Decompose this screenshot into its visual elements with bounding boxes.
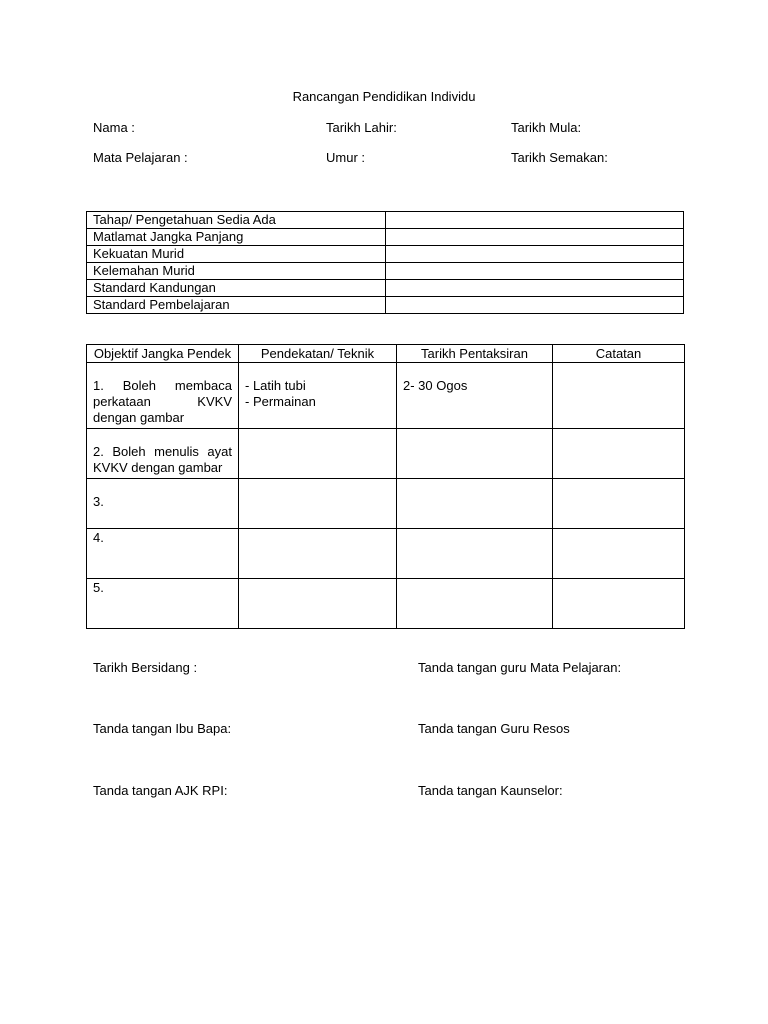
row-label: Matlamat Jangka Panjang (87, 229, 386, 246)
technique-cell (239, 529, 397, 579)
field-umur: Umur : (326, 150, 365, 165)
notes-cell (553, 363, 685, 429)
technique-cell (239, 479, 397, 529)
table-row (87, 212, 684, 229)
row-label: Tahap/ Pengetahuan Sedia Ada (87, 212, 386, 229)
header-notes: Catatan (553, 345, 685, 363)
row-label: Kekuatan Murid (87, 246, 386, 263)
objective-cell: 2. Boleh menulis ayat KVKV dengan gambar (87, 429, 239, 479)
header-objective: Objektif Jangka Pendek (87, 345, 239, 363)
table-row (87, 229, 684, 246)
notes-cell (553, 479, 685, 529)
technique-cell (239, 579, 397, 629)
table-row (87, 263, 684, 280)
field-tarikh-semakan: Tarikh Semakan: (511, 150, 608, 165)
objective-cell: 3. (87, 479, 239, 529)
assessment-date-cell (397, 429, 553, 479)
notes-cell (553, 579, 685, 629)
table-row (87, 297, 684, 314)
assessment-date-cell (397, 529, 553, 579)
table-row (87, 429, 685, 479)
technique-cell (239, 363, 397, 429)
row-label: Standard Pembelajaran (87, 297, 386, 314)
profile-table (86, 211, 684, 314)
notes-cell (553, 429, 685, 479)
assessment-date-cell: 2- 30 Ogos (397, 363, 553, 429)
row-value (386, 229, 684, 246)
table-row (87, 280, 684, 297)
table-header-row (87, 345, 685, 363)
field-tarikh-lahir: Tarikh Lahir: (326, 120, 397, 135)
meeting-date-label: Tarikh Bersidang : (93, 660, 198, 675)
row-label: Standard Kandungan (87, 280, 386, 297)
objective-cell: 1. Boleh membaca perkataan KVKV dengan gambar (87, 363, 239, 429)
objective-table (86, 344, 685, 629)
table-row (87, 479, 685, 529)
resource-teacher-signature-label: Tanda tangan Guru Resos (418, 721, 570, 736)
field-nama: Nama : (93, 120, 135, 135)
parent-signature-label: Tanda tangan Ibu Bapa: (93, 721, 232, 736)
header-technique: Pendekatan/ Teknik (239, 345, 397, 363)
technique-line: - Permainan (245, 394, 316, 409)
document-title: Rancangan Pendidikan Individu (292, 89, 476, 104)
row-label: Kelemahan Murid (87, 263, 386, 280)
objective-cell: 5. (87, 579, 239, 629)
row-value (386, 246, 684, 263)
technique-cell (239, 429, 397, 479)
row-value (386, 297, 684, 314)
field-tarikh-mula: Tarikh Mula: (511, 120, 582, 135)
objective-cell: 4. (87, 529, 239, 579)
technique-line: - Latih tubi (245, 378, 306, 393)
row-value (386, 280, 684, 297)
row-value (386, 212, 684, 229)
field-mata-pelajaran: Mata Pelajaran : (93, 150, 188, 165)
assessment-date-cell (397, 479, 553, 529)
table-row (87, 579, 685, 629)
subject-teacher-signature-label: Tanda tangan guru Mata Pelajaran: (418, 660, 622, 675)
committee-signature-label: Tanda tangan AJK RPI: (93, 783, 228, 798)
table-row (87, 363, 685, 429)
notes-cell (553, 529, 685, 579)
header-assessment-date: Tarikh Pentaksiran (397, 345, 553, 363)
counselor-signature-label: Tanda tangan Kaunselor: (418, 783, 563, 798)
assessment-date-cell (397, 579, 553, 629)
table-row (87, 246, 684, 263)
table-row (87, 529, 685, 579)
row-value (386, 263, 684, 280)
